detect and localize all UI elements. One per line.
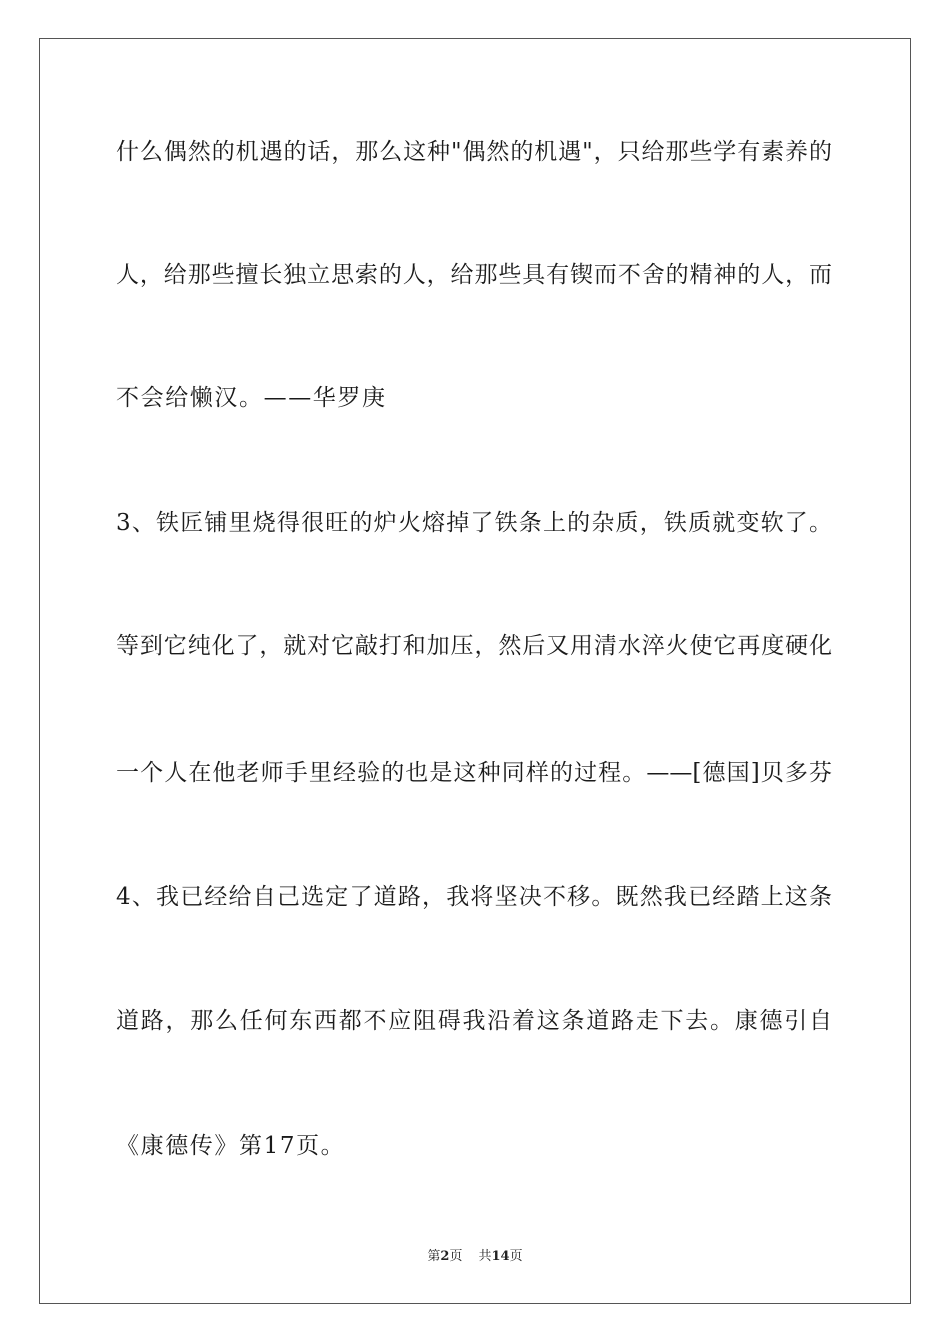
text-line-8: 道路，那么任何东西都不应阻碍我沿着这条道路走下去。康德引自: [116, 1008, 832, 1034]
total-prefix: 共: [478, 1249, 492, 1264]
total-pages: 14: [491, 1249, 510, 1264]
text-line-5: 等到它纯化了，就对它敲打和加压，然后又用清水淬火使它再度硬化: [116, 633, 832, 659]
total-suffix: 页: [509, 1249, 523, 1264]
text-line-6: 一个人在他老师手里经验的也是这种同样的过程。——[德国]贝多芬: [116, 760, 832, 786]
page-footer: [0, 1248, 950, 1266]
text-line-7: 4、我已经给自己选定了道路，我将坚决不移。既然我已经踏上这条: [116, 884, 832, 910]
text-line-4: 3、铁匠铺里烧得很旺的炉火熔掉了铁条上的杂质，铁质就变软了。: [116, 510, 832, 536]
text-line-1: 什么偶然的机遇的话，那么这种"偶然的机遇"，只给那些学有素养的: [116, 139, 832, 165]
page-suffix: 页: [449, 1249, 463, 1264]
text-line-9: 《康德传》第17页。: [116, 1133, 346, 1159]
page-prefix: 第: [427, 1249, 441, 1264]
page-border: [39, 38, 911, 1304]
text-line-2: 人，给那些擅长独立思索的人，给那些具有锲而不舍的精神的人，而: [116, 262, 832, 288]
text-line-3: 不会给懒汉。——华罗庚: [116, 385, 387, 411]
page-number: 2: [440, 1249, 450, 1264]
